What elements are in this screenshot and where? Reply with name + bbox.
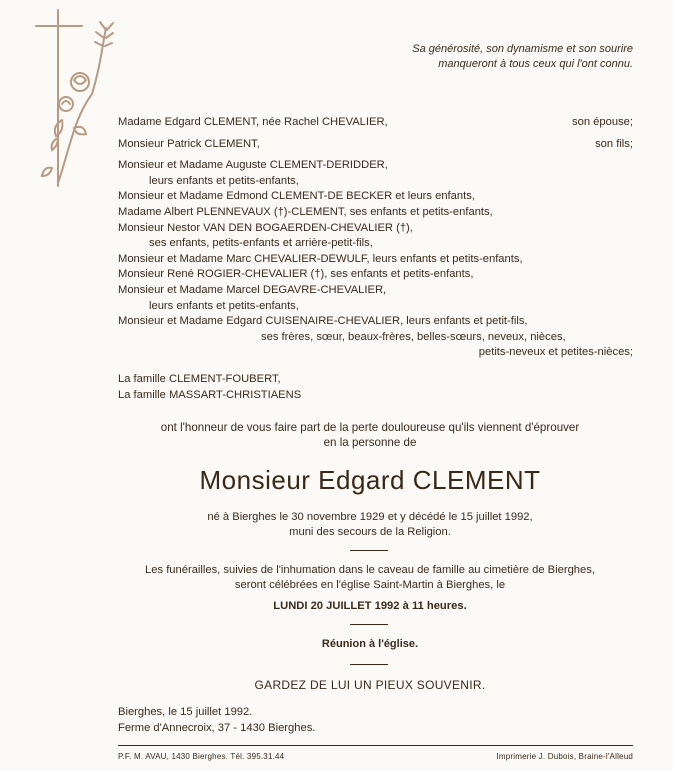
relative-line: ses frères, sœur, beaux-frères, belles-sœurs, neveux, nièces, xyxy=(261,330,566,343)
divider xyxy=(350,664,388,665)
son-relation: son fils; xyxy=(595,137,633,150)
announcement-line-1: ont l'honneur de vous faire part de la perte douloureuse qu'ils viennent d'éprouver xyxy=(160,421,580,434)
epigraph xyxy=(300,42,633,72)
reunion-note: Réunion à l'église. xyxy=(321,638,419,650)
relative-line: petits-neveux et petites-nièces; xyxy=(478,346,633,359)
relative-line: Monsieur Nestor VAN DEN BOGAERDEN-CHEVALIER (†), xyxy=(118,221,413,234)
spouse-name: Madame Edgard CLEMENT, née Rachel CHEVALIER, xyxy=(118,116,388,128)
epigraph-line-2: manqueront à tous ceux qui l'ont connu. xyxy=(438,58,633,70)
family-list xyxy=(118,115,633,403)
spouse-relation: son épouse; xyxy=(572,116,633,128)
place-date xyxy=(118,705,315,736)
funeral-info xyxy=(100,563,640,593)
funeral-date: LUNDI 20 JUILLET 1992 à 11 heures. xyxy=(273,600,467,612)
announcement-line-2: en la personne de xyxy=(323,436,417,449)
birth-info xyxy=(100,510,640,540)
divider xyxy=(350,550,388,551)
relative-line: Madame Albert PLENNEVAUX (†)-CLEMENT, ses enfants et petits-enfants, xyxy=(118,205,493,218)
spouse-row xyxy=(118,115,633,131)
relative-line: Monsieur René ROGIER-CHEVALIER (†), ses enfants et petits-enfants, xyxy=(118,268,474,281)
son-name: Monsieur Patrick CLEMENT, xyxy=(118,137,260,150)
announcement xyxy=(100,420,640,450)
relative-line: ses enfants, petits-enfants et arrière-petit-fils, xyxy=(149,237,373,250)
place-line-2: Ferme d'Annecroix, 37 - 1430 Bierghes. xyxy=(118,721,316,734)
son-row xyxy=(118,137,633,153)
closing-line: GARDEZ DE LUI UN PIEUX SOUVENIR. xyxy=(254,678,486,692)
birth-line-1: né à Bierghes le 30 novembre 1929 et y décédé le 15 juillet 1992, xyxy=(207,511,533,523)
epigraph-line-1: Sa générosité, son dynamisme et son sourire xyxy=(412,43,633,55)
birth-line-2: muni des secours de la Religion. xyxy=(289,526,451,538)
cross-rose-ornament-icon xyxy=(22,8,122,190)
place-line-1: Bierghes, le 15 juillet 1992. xyxy=(118,706,253,718)
funeral-line-2: seront célébrées en l'église Saint-Martin à Bierghes, le xyxy=(234,579,506,591)
footer-divider xyxy=(118,745,633,746)
family-line: La famille MASSART-CHRISTIAENS xyxy=(118,388,302,401)
deceased-name: Monsieur Edgard CLEMENT xyxy=(199,465,541,495)
relative-line: Monsieur et Madame Edmond CLEMENT-DE BECKER et leurs enfants, xyxy=(118,190,475,203)
relative-line: leurs enfants et petits-enfants, xyxy=(149,299,299,312)
relative-line: Monsieur et Madame Marcel DEGAVRE-CHEVALIER, xyxy=(118,283,387,296)
family-line: La famille CLEMENT-FOUBERT, xyxy=(118,372,281,385)
funeral-line-1: Les funérailles, suivies de l'inhumation dans le caveau de famille au cimetière de Bierghes, xyxy=(145,564,595,576)
relative-line: Monsieur et Madame Auguste CLEMENT-DERIDDER, xyxy=(118,159,388,172)
printer-credit: Imprimerie J. Dubois, Braine-l'Alleud xyxy=(496,752,633,761)
funeral-home-credit: P.F. M. AVAU, 1430 Bierghes. Tél. 395.31.44 xyxy=(118,752,285,761)
relative-line: Monsieur et Madame Edgard CUISENAIRE-CHEVALIER, leurs enfants et petit-fils, xyxy=(118,315,528,328)
divider xyxy=(350,624,388,625)
relative-line: Monsieur et Madame Marc CHEVALIER-DEWULF, leurs enfants et petits-enfants, xyxy=(118,252,523,265)
relative-line: leurs enfants et petits-enfants, xyxy=(149,174,299,187)
